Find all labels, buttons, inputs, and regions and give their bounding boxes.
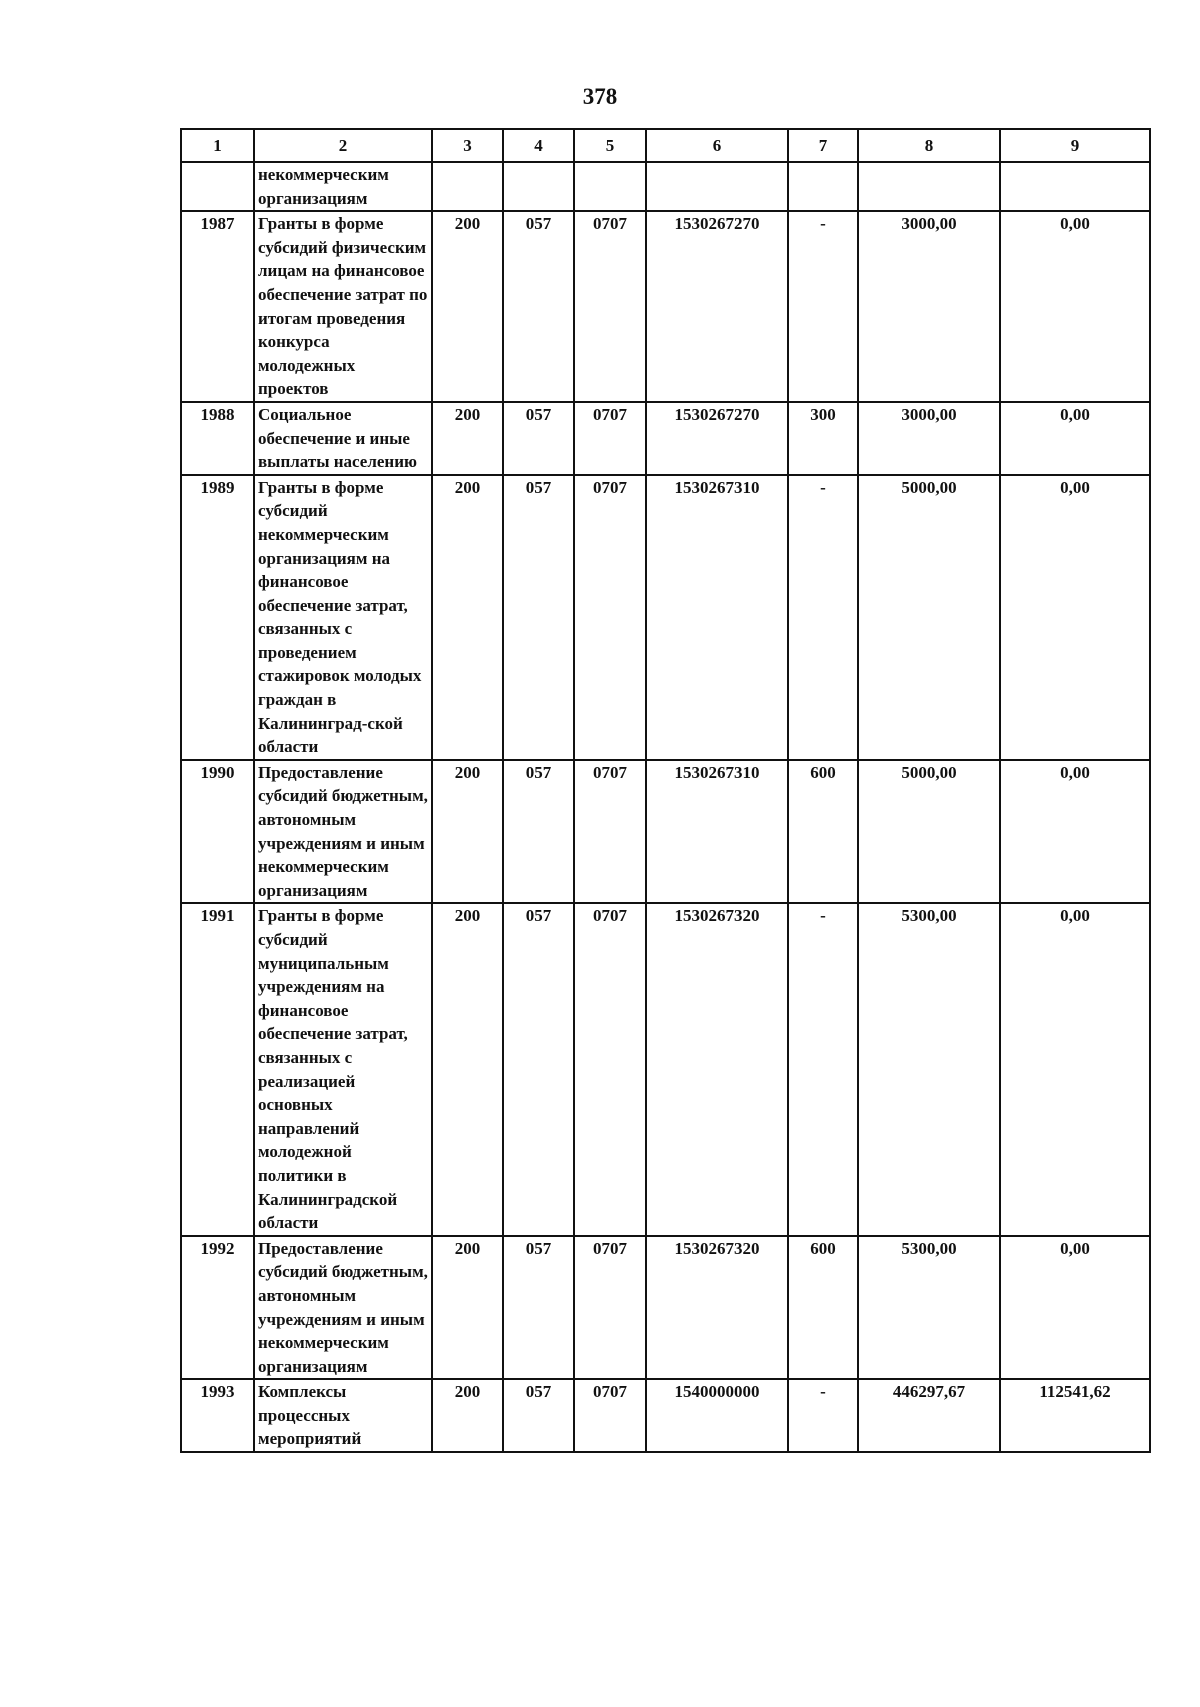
row-col-8: 3000,00	[858, 211, 1000, 402]
row-col-6: 1530267320	[646, 903, 788, 1235]
row-col-9	[1000, 162, 1150, 211]
row-number: 1992	[181, 1236, 254, 1380]
table-row	[181, 162, 1150, 211]
row-col-6: 1530267270	[646, 402, 788, 475]
row-col-9: 0,00	[1000, 1236, 1150, 1380]
row-number: 1993	[181, 1379, 254, 1452]
column-header: 6	[646, 129, 788, 162]
row-col-9: 0,00	[1000, 402, 1150, 475]
row-col-6: 1530267310	[646, 760, 788, 904]
table-row	[181, 1379, 1150, 1452]
row-col-3: 200	[432, 211, 503, 402]
row-col-4: 057	[503, 1236, 574, 1380]
budget-table	[180, 128, 1151, 1453]
table-row	[181, 402, 1150, 475]
row-number: 1990	[181, 760, 254, 904]
row-col-9: 0,00	[1000, 903, 1150, 1235]
row-number: 1991	[181, 903, 254, 1235]
row-col-7	[788, 162, 858, 211]
row-col-3: 200	[432, 760, 503, 904]
row-number: 1989	[181, 475, 254, 760]
row-col-5: 0707	[574, 475, 646, 760]
row-col-5: 0707	[574, 1379, 646, 1452]
row-col-8: 5000,00	[858, 475, 1000, 760]
row-col-5: 0707	[574, 211, 646, 402]
row-col-8: 3000,00	[858, 402, 1000, 475]
row-col-9: 0,00	[1000, 760, 1150, 904]
table-row	[181, 475, 1150, 760]
table-header-row	[181, 129, 1150, 162]
row-col-8: 446297,67	[858, 1379, 1000, 1452]
row-name: Комплексы процессных мероприятий	[254, 1379, 432, 1452]
column-header: 2	[254, 129, 432, 162]
row-col-4: 057	[503, 475, 574, 760]
row-name: Социальное обеспечение и иные выплаты населению	[254, 402, 432, 475]
row-col-4: 057	[503, 1379, 574, 1452]
table-row	[181, 211, 1150, 402]
row-col-6: 1540000000	[646, 1379, 788, 1452]
row-col-7: 300	[788, 402, 858, 475]
row-number: 1988	[181, 402, 254, 475]
row-col-3: 200	[432, 402, 503, 475]
column-header: 4	[503, 129, 574, 162]
row-col-5: 0707	[574, 760, 646, 904]
row-col-3	[432, 162, 503, 211]
row-col-8: 5300,00	[858, 903, 1000, 1235]
row-name: Предоставление субсидий бюджетным, автономным учреждениям и иным некоммерческим организациям	[254, 1236, 432, 1380]
row-col-8	[858, 162, 1000, 211]
row-col-7: 600	[788, 1236, 858, 1380]
row-col-5: 0707	[574, 903, 646, 1235]
column-header: 9	[1000, 129, 1150, 162]
row-col-9: 0,00	[1000, 211, 1150, 402]
column-header: 5	[574, 129, 646, 162]
column-header: 1	[181, 129, 254, 162]
row-col-6	[646, 162, 788, 211]
row-col-6: 1530267320	[646, 1236, 788, 1380]
row-col-4: 057	[503, 402, 574, 475]
column-header: 3	[432, 129, 503, 162]
table-row	[181, 1236, 1150, 1380]
row-col-7: 600	[788, 760, 858, 904]
row-col-4: 057	[503, 211, 574, 402]
row-col-7: -	[788, 903, 858, 1235]
row-col-4: 057	[503, 903, 574, 1235]
row-col-3: 200	[432, 1379, 503, 1452]
row-name: Гранты в форме субсидий физическим лицам на финансовое обеспечение затрат по итогам проведения конкурса молодежных проектов	[254, 211, 432, 402]
table-row	[181, 760, 1150, 904]
table-row	[181, 903, 1150, 1235]
row-col-4: 057	[503, 760, 574, 904]
row-col-5	[574, 162, 646, 211]
row-col-7: -	[788, 211, 858, 402]
row-col-9: 0,00	[1000, 475, 1150, 760]
row-name: Гранты в форме субсидий муниципальным учреждениям на финансовое обеспечение затрат, связанных с реализацией основных направлений молодежной политики в Калининградской области	[254, 903, 432, 1235]
row-col-8: 5300,00	[858, 1236, 1000, 1380]
column-header: 7	[788, 129, 858, 162]
page-number: 378	[582, 84, 618, 109]
row-col-6: 1530267310	[646, 475, 788, 760]
row-col-3: 200	[432, 903, 503, 1235]
row-col-8: 5000,00	[858, 760, 1000, 904]
row-number	[181, 162, 254, 211]
row-col-9: 112541,62	[1000, 1379, 1150, 1452]
row-col-6: 1530267270	[646, 211, 788, 402]
row-col-5: 0707	[574, 1236, 646, 1380]
row-col-5: 0707	[574, 402, 646, 475]
row-col-3: 200	[432, 1236, 503, 1380]
row-name: Предоставление субсидий бюджетным, автономным учреждениям и иным некоммерческим организациям	[254, 760, 432, 904]
row-col-3: 200	[432, 475, 503, 760]
row-col-7: -	[788, 1379, 858, 1452]
row-name: Гранты в форме субсидий некоммерческим организациям на финансовое обеспечение затрат, связанных с проведением стажировок молодых граждан в Калинингрaд-ской области	[254, 475, 432, 760]
row-col-7: -	[788, 475, 858, 760]
row-number: 1987	[181, 211, 254, 402]
row-name: некоммерческим организациям	[254, 162, 432, 211]
row-col-4	[503, 162, 574, 211]
column-header: 8	[858, 129, 1000, 162]
